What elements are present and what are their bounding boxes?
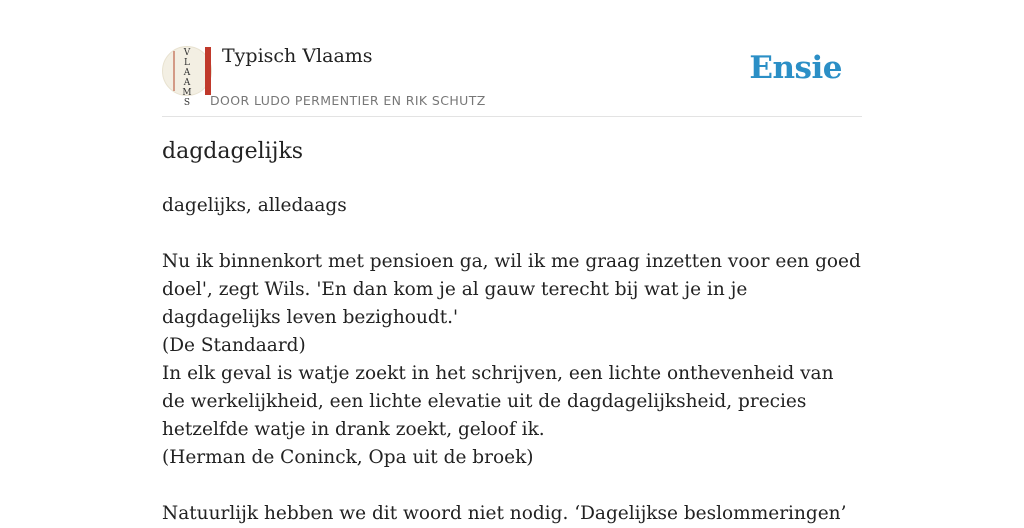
entry-body xyxy=(162,192,862,528)
logo-lettering xyxy=(181,48,193,108)
spacer xyxy=(162,220,862,248)
header xyxy=(162,0,862,117)
logo-letter: A xyxy=(183,78,191,88)
definition: dagelijks, alledaags xyxy=(162,195,347,216)
logo-letter: M xyxy=(182,88,192,98)
example-quote: In elk geval is watje zoekt in het schrijven, een lichte onthevenheid van de werkelijkheid, een lichte elevatie uit de dagdagelijksheid, precies hetzelfde watje in drank zoekt, geloof ik. xyxy=(162,363,834,440)
logo-letter: L xyxy=(184,58,190,68)
logo-letter: S xyxy=(183,98,191,108)
example-quote: Nu ik binnenkort met pensioen ga, wil ik me graag inzetten voor een goed doel', zegt Wils. 'En dan kom je al gauw terecht bij wat je in je dagdagelijks leven bezighoudt.' xyxy=(162,251,861,328)
logo-accent-line xyxy=(173,51,175,91)
page-content xyxy=(162,0,862,524)
quote-source: (De Standaard) xyxy=(162,335,306,356)
book-cover-logo[interactable] xyxy=(162,46,212,108)
logo-red-spine xyxy=(205,47,211,95)
quote-source: (Herman de Coninck, Opa uit de broek) xyxy=(162,447,534,468)
spacer xyxy=(162,472,862,500)
headword: dagdagelijks xyxy=(162,139,304,164)
authors-byline: DOOR LUDO PERMENTIER EN RIK SCHUTZ xyxy=(210,93,486,108)
site-title[interactable]: Typisch Vlaams xyxy=(222,45,373,67)
logo-letter: V xyxy=(183,48,191,58)
ensie-brand-link[interactable]: Ensie xyxy=(749,50,842,86)
example-quote: Natuurlijk hebben we dit woord niet nodig. ‘Dagelijkse beslommeringen’ xyxy=(162,503,847,524)
logo-letter: A xyxy=(183,68,191,78)
